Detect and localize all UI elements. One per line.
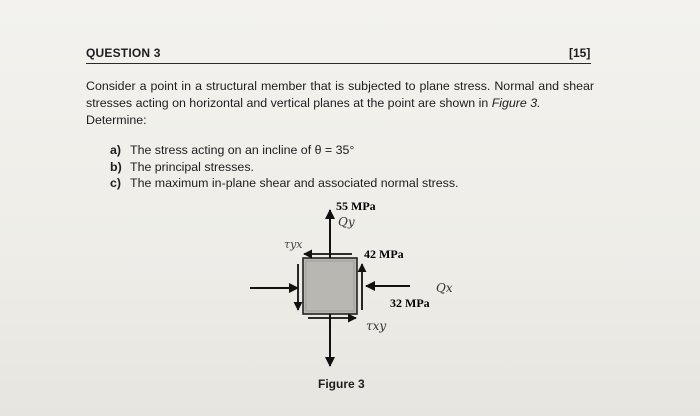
task-a-letter: a): [110, 143, 122, 157]
handwritten-tau-yx: τyx: [284, 238, 303, 251]
intro-text: Consider a point in a structural member that is subjected to plane stress. Normal and shear stresses acting on horizontal and vertical planes at the point are shown in: [86, 79, 594, 110]
stress-element-square: [303, 258, 357, 314]
sigma-x-value-label: 32 MPa: [390, 296, 430, 310]
task-b-letter: b): [110, 159, 122, 174]
task-c: [110, 175, 459, 192]
shear-value-label: 42 MPa: [364, 247, 404, 261]
task-c-letter: c): [110, 176, 122, 190]
intro-tail: Determine:: [86, 113, 147, 127]
stress-element-figure: [240, 196, 480, 396]
question-title: QUESTION 3: [86, 46, 161, 60]
question-marks: [15]: [569, 46, 591, 60]
intro-figure-ref: Figure 3.: [491, 96, 541, 110]
header-divider: [86, 63, 591, 64]
sigma-y-value-label: 55 MPa: [336, 199, 376, 213]
task-b-text: The principal stresses.: [130, 159, 254, 174]
task-a-text: The stress acting on an incline of θ = 35°: [130, 143, 355, 157]
handwritten-sigma-x: Qx: [436, 281, 453, 295]
task-a: [110, 142, 459, 159]
question-intro: [86, 78, 594, 129]
task-list: [110, 142, 459, 192]
figure-caption: Figure 3: [318, 377, 365, 391]
task-c-text: The maximum in-plane shear and associated normal stress.: [130, 176, 459, 190]
handwritten-sigma-y: Qy: [338, 215, 355, 229]
handwritten-tau-xy: τxy: [366, 319, 387, 333]
task-b: [110, 159, 459, 176]
